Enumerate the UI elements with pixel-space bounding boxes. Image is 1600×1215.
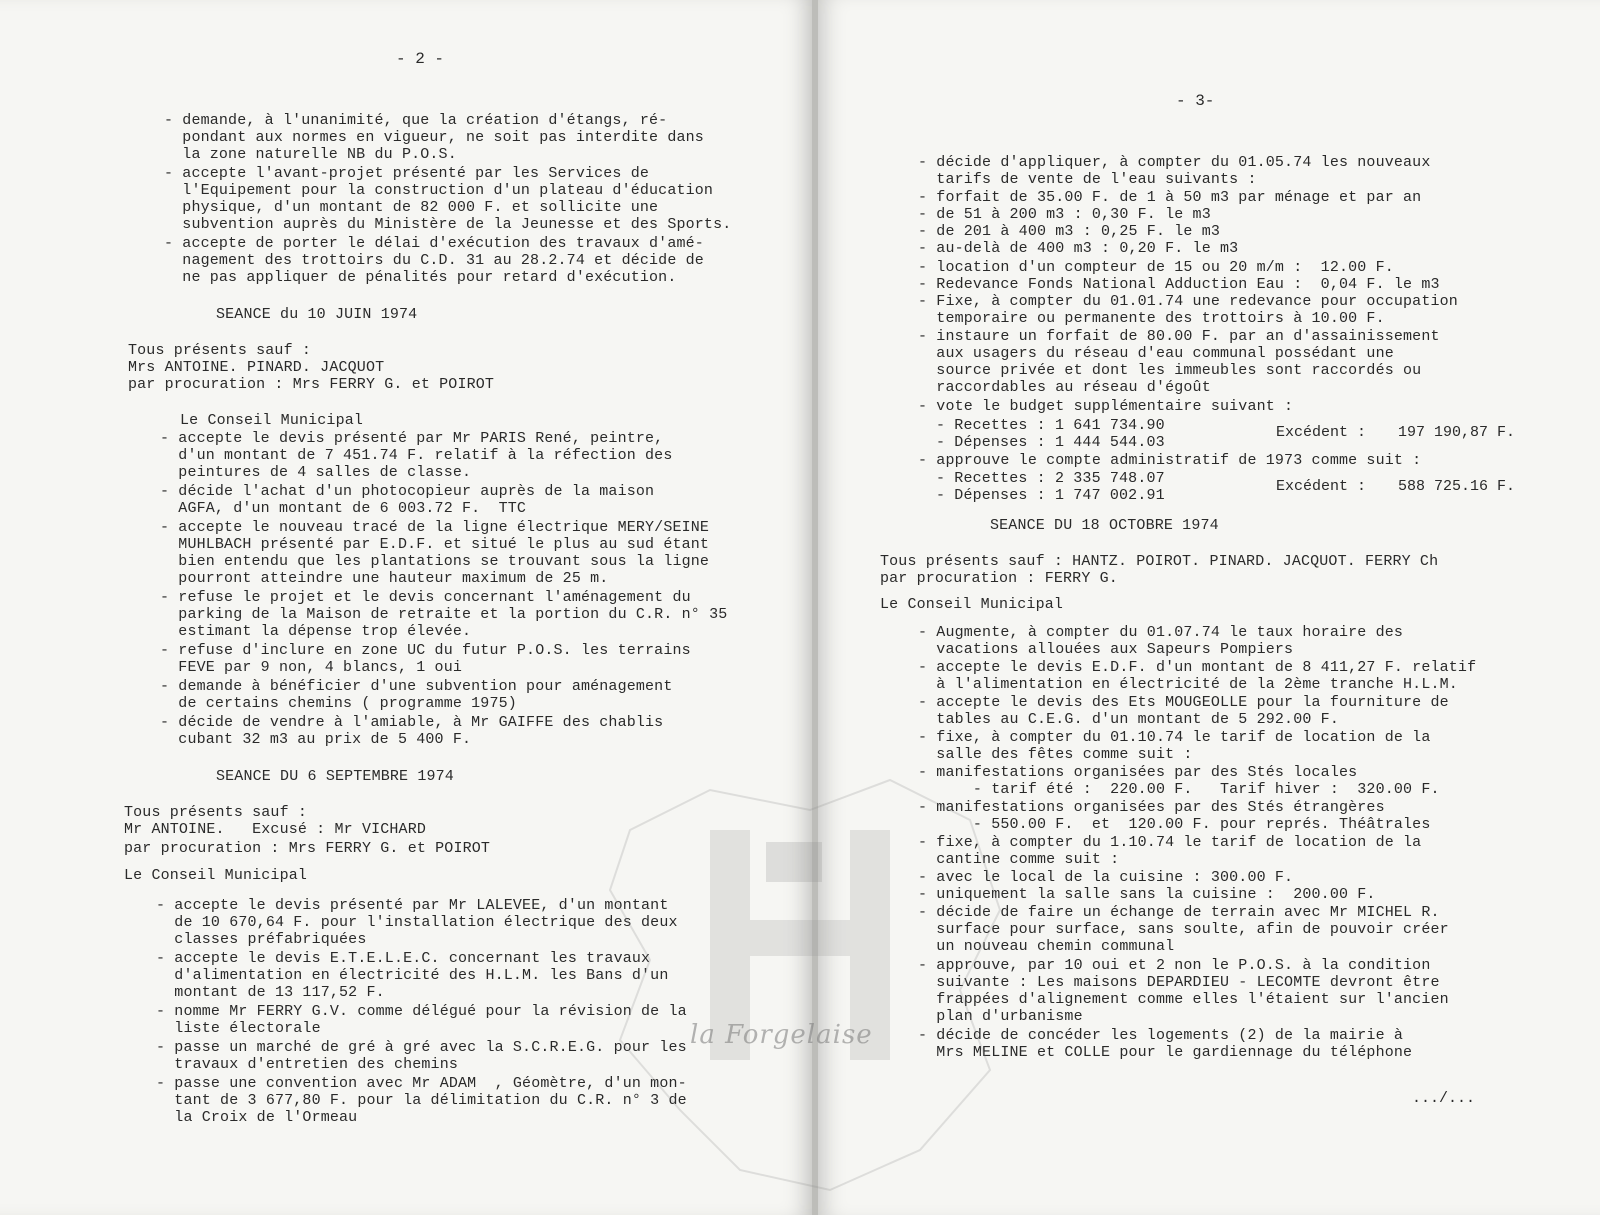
item-line: ne pas appliquer de pénalités pour retard d'exécution. bbox=[164, 269, 677, 286]
item-line: montant de 13 117,52 F. bbox=[156, 984, 385, 1001]
item-line: nagement des trottoirs du C.D. 31 au 28.2.74 et décide de bbox=[164, 252, 704, 269]
item-line: - accepte le nouveau tracé de la ligne électrique MERY/SEINE bbox=[160, 519, 710, 536]
item-line: temporaire ou permanente des trottoirs à 10.00 F. bbox=[918, 310, 1385, 327]
item-line: tant de 3 677,80 F. pour la délimitation du C.R. n° 3 de bbox=[156, 1092, 687, 1109]
item-line: - 550.00 F. et 120.00 F. pour représ. Théâtrales bbox=[918, 816, 1431, 833]
item-line: - accepte le devis présenté par Mr LALEVEE, d'un montant bbox=[156, 897, 669, 914]
item-line: plan d'urbanisme bbox=[918, 1008, 1083, 1025]
item-line: frappées d'alignement comme elles l'étaient sur l'ancien bbox=[918, 991, 1449, 1008]
compte-depenses: - Dépenses : 1 747 002.91 bbox=[936, 487, 1165, 504]
item-line: - décide de vendre à l'amiable, à Mr GAIFFE des chablis bbox=[160, 714, 664, 731]
item-line: d'alimentation en électricité des H.L.M. les Bans d'un bbox=[156, 967, 669, 984]
item-line: tables au C.E.G. d'un montant de 5 292.00 F. bbox=[918, 711, 1339, 728]
item-line: - uniquement la salle sans la cuisine : 200.00 F. bbox=[918, 886, 1376, 903]
item-line: surface pour surface, sans soulte, afin de pouvoir créer bbox=[918, 921, 1449, 938]
item-line: - approuve le compte administratif de 1973 comme suit : bbox=[918, 452, 1422, 469]
item-line: physique, d'un montant de 82 000 F. et sollicite une bbox=[164, 199, 659, 216]
item-line: - fixe, à compter du 01.10.74 le tarif de location de la bbox=[918, 729, 1431, 746]
item-line: - refuse le projet et le devis concernant l'aménagement du bbox=[160, 589, 691, 606]
item-line: la Croix de l'Ormeau bbox=[156, 1109, 358, 1126]
item-line: la zone naturelle NB du P.O.S. bbox=[164, 146, 457, 163]
item-line: cubant 32 m3 au prix de 5 400 F. bbox=[160, 731, 472, 748]
budget-excedent-value: 197 190,87 F. bbox=[1398, 424, 1516, 441]
item-line: - manifestations organisées par des Stés locales bbox=[918, 764, 1358, 781]
item-line: - Redevance Fonds National Adduction Eau : 0,04 F. le m3 bbox=[918, 276, 1440, 293]
item-line: - décide d'appliquer, à compter du 01.05.74 les nouveaux bbox=[918, 154, 1431, 171]
item-line: - tarif été : 220.00 F. Tarif hiver : 320.00 F. bbox=[918, 781, 1440, 798]
page-number-left: - 2 - bbox=[396, 50, 445, 68]
item-line: suivante : Les maisons DEPARDIEU - LECOMTE devront être bbox=[918, 974, 1440, 991]
item-line: salle des fêtes comme suit : bbox=[918, 746, 1193, 763]
compte-excedent-value: 588 725.16 F. bbox=[1398, 478, 1516, 495]
item-line: liste électorale bbox=[156, 1020, 321, 1037]
item-line: - accepte l'avant-projet présenté par les Services de bbox=[164, 165, 650, 182]
item-line: FEVE par 9 non, 4 blancs, 1 oui bbox=[160, 659, 462, 676]
item-line: - fixe, à compter du 1.10.74 le tarif de location de la bbox=[918, 834, 1422, 851]
item-line: de certains chemins ( programme 1975) bbox=[160, 695, 517, 712]
attendance-line: Tous présents sauf : bbox=[124, 804, 308, 821]
item-line: pourront atteindre une hauteur maximum de 25 m. bbox=[160, 570, 609, 587]
item-line: tarifs de vente de l'eau suivants : bbox=[918, 171, 1257, 188]
item-line: source privée et dont les immeubles sont raccordés ou bbox=[918, 362, 1422, 379]
council-label: Le Conseil Municipal bbox=[880, 596, 1064, 613]
seance-heading-septembre: SEANCE DU 6 SEPTEMBRE 1974 bbox=[216, 768, 454, 785]
item-line: - accepte le devis E.D.F. d'un montant de 8 411,27 F. relatif bbox=[918, 659, 1477, 676]
budget-excedent-label: Excédent : bbox=[1276, 424, 1367, 441]
item-line: - manifestations organisées par des Stés étrangères bbox=[918, 799, 1385, 816]
attendance-line: Tous présents sauf : HANTZ. POIROT. PINARD. JACQUOT. FERRY Ch bbox=[880, 553, 1439, 570]
item-line: - accepte le devis E.T.E.L.E.C. concernant les travaux bbox=[156, 950, 651, 967]
attendance-line: Mr ANTOINE. Excusé : Mr VICHARD bbox=[124, 821, 426, 838]
item-line: MUHLBACH présenté par E.D.F. et situé le plus au sud étant bbox=[160, 536, 710, 553]
seance-heading-juin: SEANCE du 10 JUIN 1974 bbox=[216, 306, 418, 323]
item-line: travaux d'entretien des chemins bbox=[156, 1056, 458, 1073]
attendance-line: par procuration : Mrs FERRY G. et POIROT bbox=[128, 376, 495, 393]
item-line: - avec le local de la cuisine : 300.00 F. bbox=[918, 869, 1294, 886]
item-line: - de 51 à 200 m3 : 0,30 F. le m3 bbox=[918, 206, 1211, 223]
item-line: de 10 670,64 F. pour l'installation électrique des deux bbox=[156, 914, 678, 931]
compte-excedent-label: Excédent : bbox=[1276, 478, 1367, 495]
attendance-line: par procuration : Mrs FERRY G. et POIROT bbox=[124, 840, 491, 857]
item-line: - accepte le devis des Ets MOUGEOLLE pour la fourniture de bbox=[918, 694, 1449, 711]
item-line: - de 201 à 400 m3 : 0,25 F. le m3 bbox=[918, 223, 1220, 240]
item-line: - Augmente, à compter du 01.07.74 le taux horaire des bbox=[918, 624, 1404, 641]
item-line: d'un montant de 7 451.74 F. relatif à la réfection des bbox=[160, 447, 673, 464]
item-line: - location d'un compteur de 15 ou 20 m/m : 12.00 F. bbox=[918, 259, 1394, 276]
item-line: - passe un marché de gré à gré avec la S.C.R.E.G. pour les bbox=[156, 1039, 687, 1056]
item-line: - instaure un forfait de 80.00 F. par an d'assainissement bbox=[918, 328, 1440, 345]
council-label: Le Conseil Municipal bbox=[124, 867, 308, 884]
item-line: - refuse d'inclure en zone UC du futur P.O.S. les terrains bbox=[160, 642, 691, 659]
item-line: - vote le budget supplémentaire suivant : bbox=[918, 398, 1294, 415]
item-line: AGFA, d'un montant de 6 003.72 F. TTC bbox=[160, 500, 527, 517]
item-line: - décide l'achat d'un photocopieur auprès de la maison bbox=[160, 483, 655, 500]
council-label: Le Conseil Municipal bbox=[180, 412, 364, 429]
attendance-line: par procuration : FERRY G. bbox=[880, 570, 1118, 587]
budget-recettes: - Recettes : 1 641 734.90 bbox=[936, 417, 1165, 434]
item-line: - Fixe, à compter du 01.01.74 une redevance pour occupation bbox=[918, 293, 1458, 310]
page-number-right: - 3- bbox=[1176, 92, 1215, 110]
item-line: - au-delà de 400 m3 : 0,20 F. le m3 bbox=[918, 240, 1239, 257]
item-line: - décide de concéder les logements (2) de la mairie à bbox=[918, 1027, 1404, 1044]
item-line: peintures de 4 salles de classe. bbox=[160, 464, 472, 481]
item-line: un nouveau chemin communal bbox=[918, 938, 1175, 955]
item-line: - demande, à l'unanimité, que la création d'étangs, ré- bbox=[164, 112, 668, 129]
watermark-map-logo bbox=[590, 770, 1020, 1210]
item-line: - demande à bénéficier d'une subvention pour aménagement bbox=[160, 678, 673, 695]
item-line: bien entendu que les plantations se trouvant sous la ligne bbox=[160, 553, 710, 570]
continuation-mark: .../... bbox=[1412, 1090, 1476, 1107]
item-line: subvention auprès du Ministère de la Jeunesse et des Sports. bbox=[164, 216, 732, 233]
attendance-line: Tous présents sauf : bbox=[128, 342, 312, 359]
item-line: classes préfabriquées bbox=[156, 931, 367, 948]
item-line: - accepte de porter le délai d'exécution des travaux d'amé- bbox=[164, 235, 704, 252]
watermark-text: la Forgelaise bbox=[690, 1020, 873, 1050]
item-line: à l'alimentation en électricité de la 2ème tranche H.L.M. bbox=[918, 676, 1458, 693]
item-line: pondant aux normes en vigueur, ne soit pas interdite dans bbox=[164, 129, 704, 146]
item-line: - décide de faire un échange de terrain avec Mr MICHEL R. bbox=[918, 904, 1440, 921]
seance-heading-octobre: SEANCE DU 18 OCTOBRE 1974 bbox=[990, 517, 1219, 534]
item-line: - nomme Mr FERRY G.V. comme délégué pour la révision de la bbox=[156, 1003, 687, 1020]
item-line: cantine comme suit : bbox=[918, 851, 1120, 868]
item-line: - approuve, par 10 oui et 2 non le P.O.S. à la condition bbox=[918, 957, 1431, 974]
compte-recettes: - Recettes : 2 335 748.07 bbox=[936, 470, 1165, 487]
item-line: raccordables au réseau d'égoût bbox=[918, 379, 1211, 396]
item-line: vacations allouées aux Sapeurs Pompiers bbox=[918, 641, 1294, 658]
item-line: Mrs MELINE et COLLE pour le gardiennage du téléphone bbox=[918, 1044, 1413, 1061]
attendance-line: Mrs ANTOINE. PINARD. JACQUOT bbox=[128, 359, 385, 376]
item-line: - forfait de 35.00 F. de 1 à 50 m3 par ménage et par an bbox=[918, 189, 1422, 206]
item-line: l'Equipement pour la construction d'un plateau d'éducation bbox=[164, 182, 714, 199]
item-line: estimant la dépense trop élevée. bbox=[160, 623, 472, 640]
item-line: - passe une convention avec Mr ADAM , Géomètre, d'un mon- bbox=[156, 1075, 687, 1092]
item-line: parking de la Maison de retraite et la portion du C.R. n° 35 bbox=[160, 606, 728, 623]
item-line: - accepte le devis présenté par Mr PARIS René, peintre, bbox=[160, 430, 664, 447]
item-line: aux usagers du réseau d'eau communal possédant une bbox=[918, 345, 1394, 362]
budget-depenses: - Dépenses : 1 444 544.03 bbox=[936, 434, 1165, 451]
